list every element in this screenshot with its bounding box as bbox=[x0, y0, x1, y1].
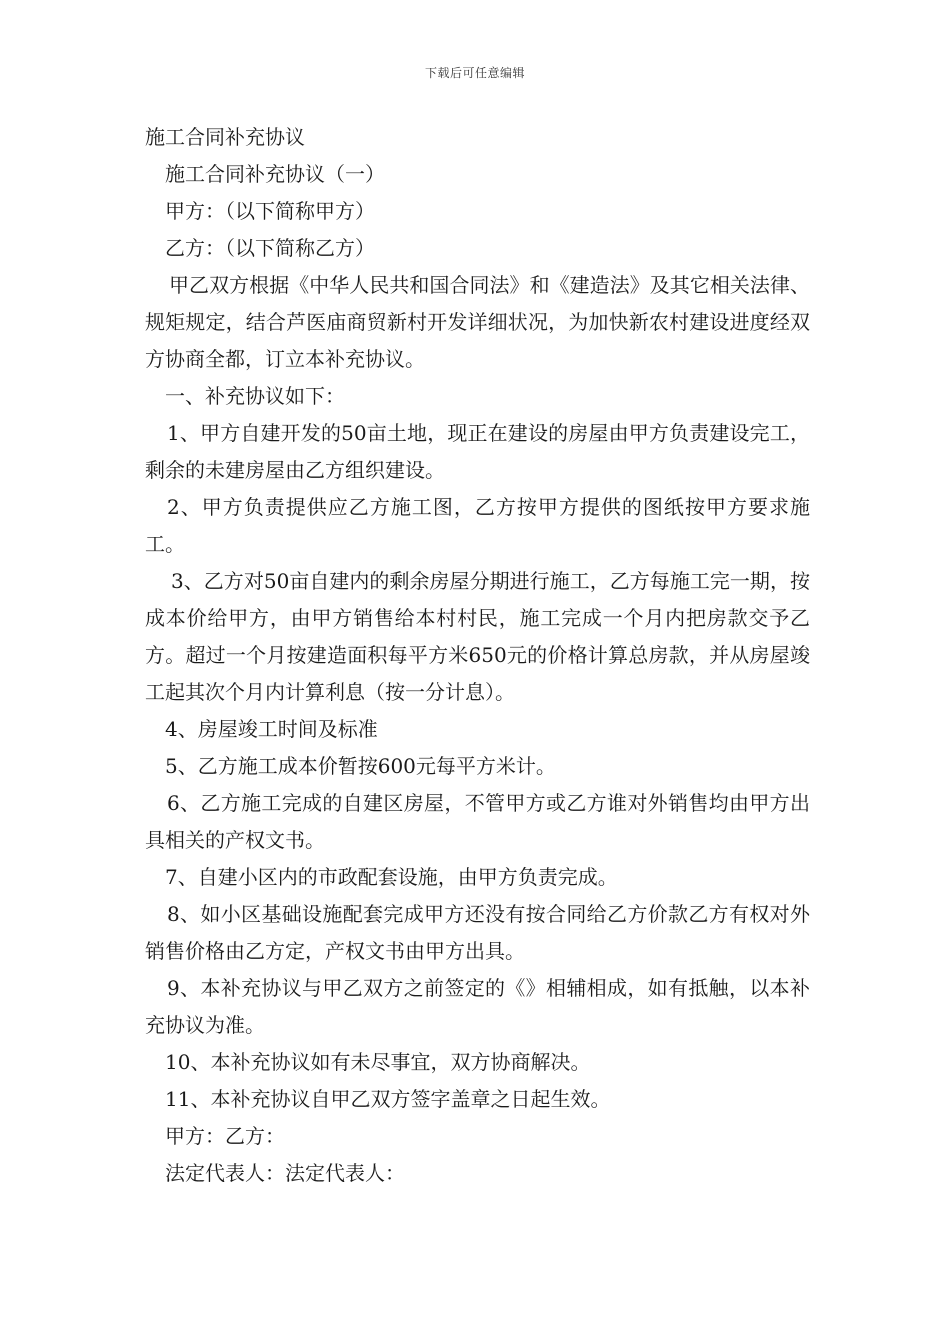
signature-reps-line: 法定代表人：法定代表人： bbox=[165, 1161, 405, 1185]
document-title: 施工合同补充协议 bbox=[145, 125, 305, 149]
clause-item: 3、乙方对50亩自建内的剩余房屋分期进行施工，乙方每施工完一期，按成本价给甲方，由甲方销售给本村村民，施工完成一个月内把房款交予乙方。超过一个月按建造面积每平方米650元的价格计算总房款，并从房屋竣工起其次个月内计算利息（按一分计息）。 bbox=[145, 569, 810, 704]
page-header: 下载后可任意编辑 bbox=[424, 66, 525, 80]
clause-item: 8、如小区基础设施配套完成甲方还没有按合同给乙方价款乙方有权对外销售价格由乙方定，产权文书由甲方出具。 bbox=[145, 902, 810, 963]
party-b-line: 乙方：（以下简称乙方） bbox=[165, 236, 375, 260]
section-heading: 一、补充协议如下： bbox=[165, 384, 345, 408]
clause-item: 9、本补充协议与甲乙双方之前签定的《》相辅相成，如有抵触，以本补充协议为准。 bbox=[145, 976, 810, 1037]
clause-item: 1、甲方自建开发的50亩土地，现正在建设的房屋由甲方负责建设完工，剩余的未建房屋由乙方组织建设。 bbox=[145, 421, 810, 482]
document-body bbox=[145, 119, 810, 1192]
clause-item: 2、甲方负责提供应乙方施工图，乙方按甲方提供的图纸按甲方要求施工。 bbox=[145, 495, 810, 556]
clause-item: 7、自建小区内的市政配套设施，由甲方负责完成。 bbox=[165, 865, 618, 889]
document-subtitle: 施工合同补充协议（一） bbox=[165, 162, 385, 186]
intro-paragraph: 甲乙双方根据《中华人民共和国合同法》和《建造法》及其它相关法律、规矩规定，结合芦医庙商贸新村开发详细状况，为加快新农村建设进度经双方协商全都，订立本补充协议。 bbox=[145, 273, 810, 371]
clause-item: 5、乙方施工成本价暂按600元每平方米计。 bbox=[165, 754, 556, 778]
signature-parties-line: 甲方：乙方： bbox=[165, 1124, 285, 1148]
clause-item: 11、本补充协议自甲乙双方签字盖章之日起生效。 bbox=[165, 1087, 611, 1111]
party-a-line: 甲方：（以下简称甲方） bbox=[165, 199, 375, 223]
clause-item: 4、房屋竣工时间及标准 bbox=[165, 717, 378, 741]
clause-item: 10、本补充协议如有未尽事宜，双方协商解决。 bbox=[165, 1050, 591, 1074]
clause-item: 6、乙方施工完成的自建区房屋，不管甲方或乙方谁对外销售均由甲方出具相关的产权文书。 bbox=[145, 791, 810, 852]
